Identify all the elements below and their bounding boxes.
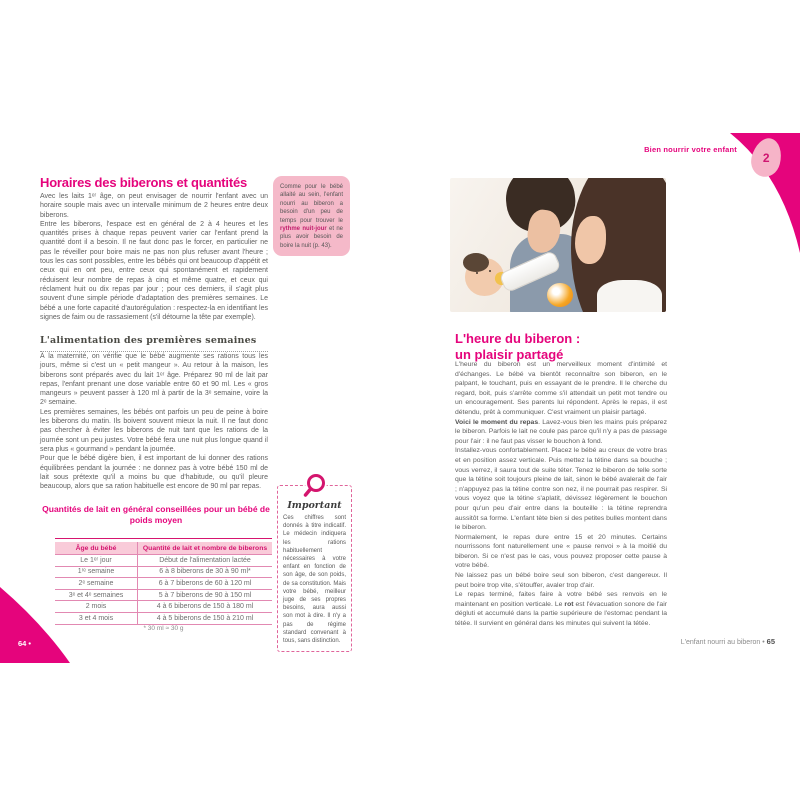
- sidebar-note-bold: rythme nuit-jour: [280, 226, 327, 233]
- table-footnote: * 30 ml ≈ 30 g: [143, 625, 184, 632]
- table-row: [55, 589, 272, 601]
- table-top-rule: [55, 538, 272, 539]
- cell-quantity: 5 à 7 biberons de 90 à 150 ml: [158, 591, 252, 599]
- footer-right-page: 65: [766, 637, 775, 646]
- photo-toy-ball: [547, 283, 573, 307]
- important-title: Important: [287, 500, 342, 511]
- sidebar-note-text: Comme pour le bébé allaité au sein, l'enfant nourri au biberon a besoin d'un peu de temps pour trouver le: [280, 184, 343, 224]
- page-number-right: [681, 637, 775, 646]
- table-row: [55, 601, 272, 613]
- intro-paragraph: Entre les biberons, l'espace est en général de 2 à 4 heures et les quantités prises à chaque repas peuvent varier car l'enfant prend la quantité dont il a besoin. Il ne faut donc pas le forcer, en particulier ne pas le réveiller pour boire mais ne pas non plus refuser avant l'heure ; tous les cas sont possibles, entre les bébés qui ont beaucoup d'appétit et ceux qui en ont peu, entre ceux qui spontanément et rapidement réduisent leur nombre de repas à cinq et même quatre, et ceux qui réclament huit ou dix repas par jour ; pour ces derniers, il s'agit plus souvent d'une simple période d'adaptation des premières semaines. Le bébé a une forte capacité d'autorégulation : respectez-la en identifiant les signes de faim ou de rassasiement (s'il détourne la tête par exemple).: [40, 220, 268, 321]
- right-paragraph-bold: Voici le moment du repas: [455, 418, 539, 426]
- section-heading: L'alimentation des premières semaines: [40, 335, 268, 352]
- milk-quantity-table: [55, 542, 272, 625]
- section-paragraph: Les premières semaines, les bébés ont parfois un peu de peine à boire les biberons du matin. Ils boivent souvent mieux la nuit. Il ne faut donc pas chercher à éviter les biberons de nuit tant que les rations de la journée sont un peu justes. Votre bébé fera une nuit plus longue quand il sera plus « gourmand » pendant la journée.: [40, 408, 268, 453]
- intro-paragraphs: [40, 192, 268, 322]
- sidebar-note-box: [273, 176, 350, 256]
- left-page-title: Horaires des biberons et quantités: [40, 174, 248, 190]
- section-paragraph: À la maternité, on vérifie que le bébé augmente ses rations tous les jours, même si c'est un « petit mangeur ». Au retour à la maison, les biberons sont préparés avec du lait 1ᵉʳ âge. Préparez 90 ml de lait par repas, l'enfant prenant une dose variable entre 60 et 90 ml. Les « gros mangeurs » peuvent passer à 120 ml à partir de la 3ᵉ semaine, voire la 2ᵉ semaine.: [40, 353, 268, 407]
- photo-baby-hair: [463, 253, 489, 272]
- table-row: [55, 555, 272, 567]
- table-title: Quantités de lait en général conseillées pour un bébé de poids moyen: [42, 504, 270, 525]
- right-paragraph: Normalement, le repas dure entre 15 et 20 minutes. Certains nourrissons font naturellement une « pause renvoi » à la moitié du biberon. Si ce n'est pas le cas, vous pouvez proposer cette pause à votre bébé.: [455, 533, 667, 570]
- table-row: [55, 566, 272, 578]
- cell-age: 3 et 4 mois: [55, 612, 138, 624]
- right-page-title: [455, 331, 695, 363]
- intro-paragraph: Avec les laits 1ᵉʳ âge, on peut envisager de nourrir l'enfant avec un horaire souple mais avec un intervalle minimum de 2 heures entre deux biberons.: [40, 193, 268, 219]
- photo-baby-eye: [476, 272, 478, 274]
- magnifier-icon: [301, 472, 329, 500]
- cell-age: Le 1ᵉʳ jour: [55, 555, 138, 567]
- right-page-paragraphs: [455, 360, 667, 629]
- chapter-number: 2: [763, 150, 770, 165]
- chapter-header: Bien nourrir votre enfant: [644, 145, 737, 154]
- important-callout: [277, 485, 352, 652]
- table-row: [55, 612, 272, 624]
- cell-quantity: Début de l'alimentation lactée: [159, 556, 251, 564]
- right-paragraph: L'heure du biberon est un merveilleux moment d'intimité et d'échanges. Le bébé va bientôt reconnaître son biberon, en le palpant, le touchant, puis en essayant de le prendre. Il le cherche du regard, boit, puis s'arrête comme s'il attendait un petit mot tendre ou un encouragement. Ses parents lui répondent. Après le repas, il est détendu, prêt à communiquer. C'est vraiment un plaisir partagé.: [455, 361, 667, 416]
- table-header-row: [55, 542, 272, 555]
- cell-age: 3ᵉ et 4ᵉ semaines: [55, 589, 138, 601]
- section-paragraphs: [40, 352, 268, 491]
- right-paragraph: Le repas terminé, faites faire à votre bébé ses renvois en le maintenant en position verticale. Le rot est l'évacuation sonore de l'air dégluti et accumulé dans la partie supérieure de l'estomac pendant la tétée. Il survient en général dans les minutes qui suivent la tétée.: [455, 591, 667, 628]
- right-paragraph: Installez-vous confortablement. Placez le bébé au creux de votre bras et en position assez verticale. Puis mettez la tétine dans sa bouche ; vous verrez, il saura tout de suite téter. Tenez le biberon de telle sorte que la tétine soit toujours pleine de lait, sinon le bébé avalerait de l'air ; n'appuyez pas la tétine contre son nez, il ne pourrait pas respirer. Si vous voyez que la tétine s'aplatit, dévissez légèrement le bouchon pour qu'un peu d'air entre dans la bouteille : la tétine reprendra aussitôt sa forme. L'enfant tète bien si des petites bulles montent dans le biberon.: [455, 447, 667, 532]
- cell-age: 1ʳᵉ semaine: [55, 566, 138, 578]
- cell-quantity: 4 à 6 biberons de 150 à 180 ml: [156, 603, 254, 611]
- section-paragraph: Pour que le bébé digère bien, il est important de lui donner des rations équilibrées pendant la journée : ne donnez pas à votre bébé 150 ml de lait sous prétexte qu'il a moins bu que d'habitude, ou qu'il pleure beaucoup, alors que sa ration habituelle est encore de 90 ml par repas.: [40, 455, 268, 491]
- bottle-feeding-photo: [450, 178, 666, 312]
- cell-age: 2ᵉ semaine: [55, 578, 138, 590]
- right-paragraph-bold: rot: [564, 600, 574, 608]
- right-title-line1: L'heure du biberon :: [455, 330, 581, 346]
- right-paragraph: Ne laissez pas un bébé boire seul son biberon, c'est dangereux. Il peut boire trop vite, s'étouffer, avaler trop d'air.: [455, 572, 667, 589]
- right-paragraph: Voici le moment du repas. Lavez-vous bien les mains puis préparez le biberon. Parfois le lait ne coule pas parce qu'il n'y a pas de passage pour l'air : il ne faut pas visser le bouchon à fond.: [455, 418, 667, 445]
- cell-quantity: 6 à 7 biberons de 60 à 120 ml: [158, 579, 252, 587]
- important-text: Ces chiffres sont donnés à titre indicatif. Le médecin indiquera les rations habituellement nécessaires à votre enfant en fonction de son âge, de son poids, de sa constitution. Mais votre bébé, meilleur juge de ses propres besoins, aura aussi son mot à dire. Il n'y a pas de régime standard convenant à tous, sans distinction.: [283, 515, 346, 645]
- table-row: [55, 578, 272, 590]
- sidebar-note-text: et ne plus avoir besoin de boire la nuit (p. 43).: [280, 226, 344, 249]
- right-title-line2: un plaisir partagé: [455, 346, 564, 362]
- cell-quantity: 4 à 5 biberons de 150 à 210 ml: [156, 614, 254, 622]
- cell-age: 2 mois: [55, 601, 138, 613]
- table-header-age: Âge du bébé: [55, 542, 138, 555]
- photo-mother-face: [575, 216, 605, 264]
- page-number-left: 64 •: [18, 639, 32, 648]
- footer-right-text: L'enfant nourri au biberon •: [680, 639, 767, 646]
- photo-mother-shirt: [597, 280, 662, 312]
- cell-quantity: 6 à 8 biberons de 30 à 90 ml*: [159, 568, 251, 576]
- table-header-quantity: Quantité de lait et nombre de biberons: [138, 542, 273, 555]
